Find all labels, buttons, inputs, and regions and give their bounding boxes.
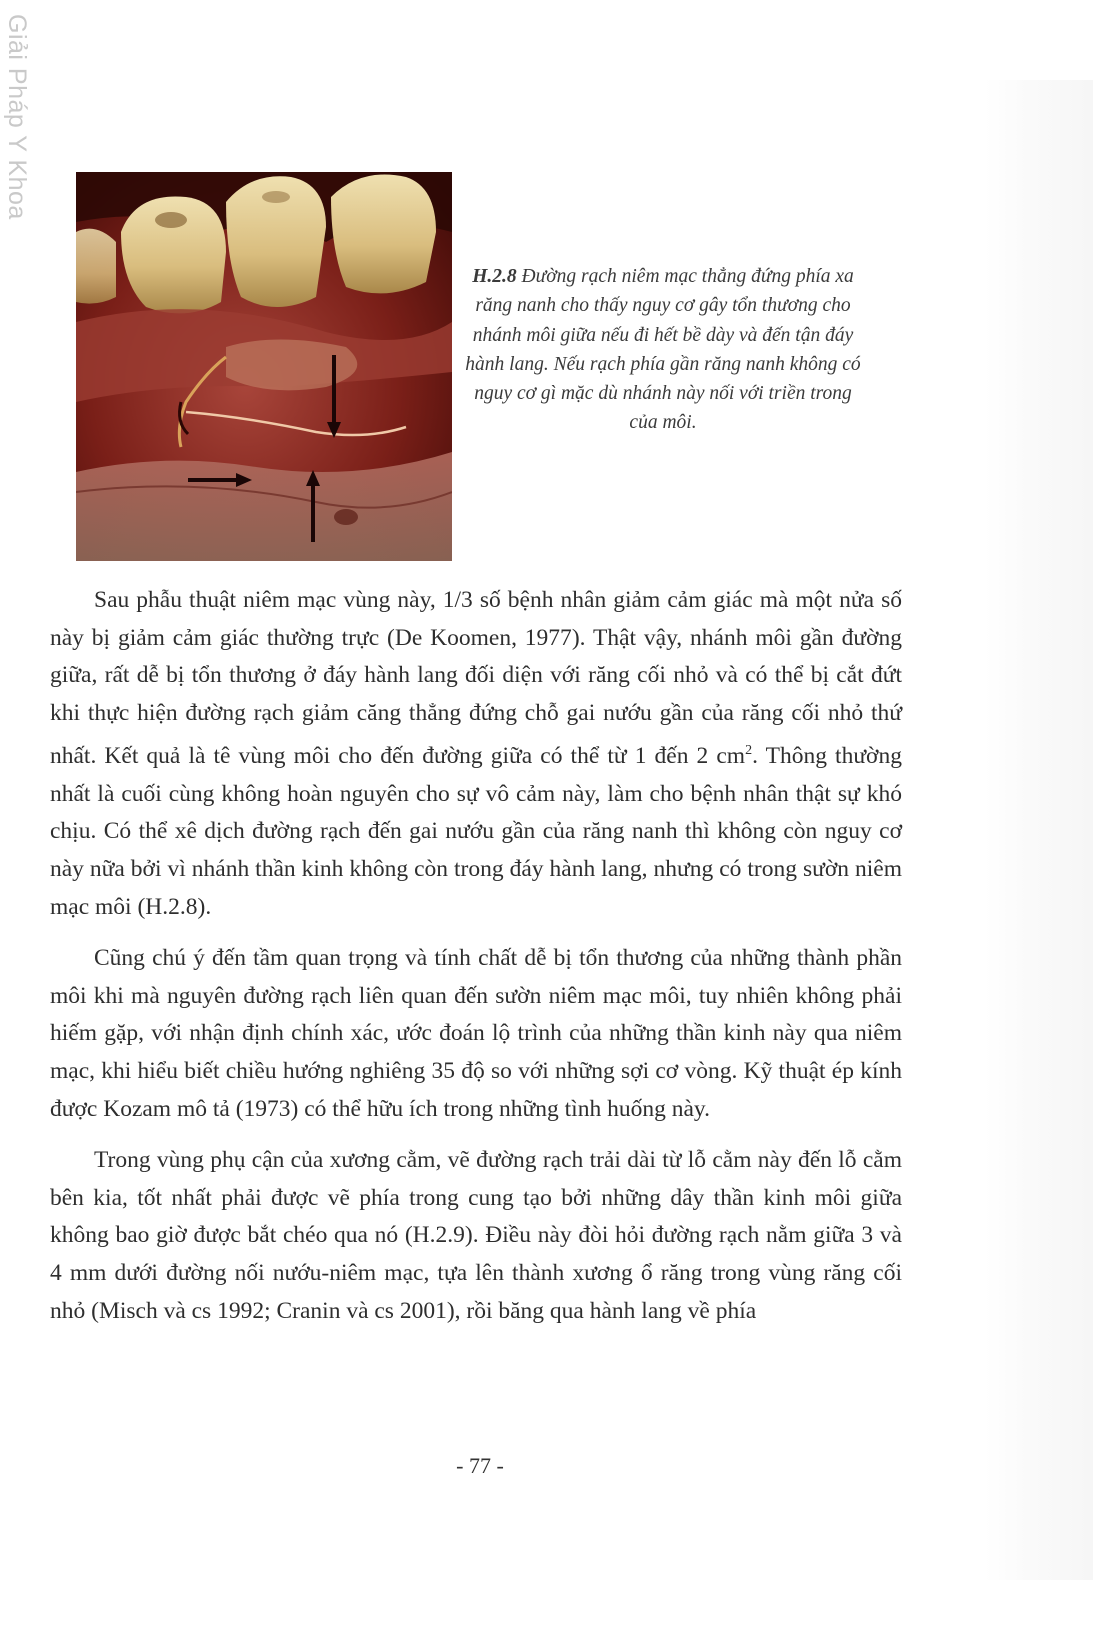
clinical-photo <box>76 172 452 561</box>
figure-caption-text: Đường rạch niêm mạc thẳng đứng phía xa răng nanh cho thấy nguy cơ gây tổn thương cho nhánh môi giữa nếu đi hết bề dày và đến tận đáy hành lang. Nếu rạch phía gần răng nanh không có nguy cơ gì mặc dù nhánh này nối với triền trong của môi. <box>465 266 861 434</box>
watermark: Giải Pháp Y Khoa <box>3 14 31 220</box>
teeth-incision-illustration <box>76 172 452 561</box>
paragraph-1-part-a: Sau phẫu thuật niêm mạc vùng này, 1/3 số bệnh nhân giảm cảm giác mà một nửa số này bị giảm cảm giác thường trực (De Koomen, 1977). Thật vậy, nhánh môi gần đường giữa, rất dễ bị tổn thương ở đáy hành lang đối diện với răng cối nhỏ và có thể bị cắt đứt khi thực hiện đường rạch giảm căng thẳng đứng chỗ gai nướu gần của răng cối nhỏ thứ nhất. Kết quả là tê vùng môi cho đến đường giữa có thể từ 1 đến 2 cm <box>50 587 902 770</box>
figure-caption <box>460 262 866 438</box>
paragraph-3: Trong vùng phụ cận của xương cằm, vẽ đường rạch trải dài từ lỗ cằm này đến lỗ cằm bên kia, tốt nhất phải được vẽ phía trong cung tạo bởi những dây thần kinh môi giữa không bao giờ được bắt chéo qua nó (H.2.9). Điều này đòi hỏi đường rạch nằm giữa 3 và 4 mm dưới đường nối nướu-niêm mạc, tựa lên thành xương ổ răng trong vùng răng cối nhỏ (Misch và cs 1992; Cranin và cs 2001), rồi băng qua hành lang về phía <box>50 1147 902 1324</box>
scan-shadow <box>985 80 1093 1580</box>
paragraph-1 <box>50 582 902 926</box>
page-number: - 77 - <box>456 1453 504 1478</box>
body-text <box>50 582 902 1344</box>
paragraph-1-part-b: . Thông thường nhất là cuối cùng không hoàn nguyên cho sự vô cảm này, làm cho bệnh nhân thật sự khó chịu. Có thể xê dịch đường rạch đến gai nướu gần của răng nanh thì không còn nguy cơ này nữa bởi vì nhánh thần kinh không còn trong đáy hành lang, nhưng có trong sườn niêm mạc môi (H.2.8). <box>50 743 902 920</box>
figure-label: H.2.8 <box>472 266 517 287</box>
superscript: 2 <box>745 743 753 759</box>
paragraph-2: Cũng chú ý đến tầm quan trọng và tính chất dễ bị tổn thương của những thành phần môi khi mà nguyên đường rạch liên quan đến sườn niêm mạc môi, tuy nhiên không phải hiếm gặp, với nhận định chính xác, ước đoán lộ trình của những thần kinh này qua niêm mạc, khi hiểu biết chiều hướng nghiêng 35 độ so với những sợi cơ vòng. Kỹ thuật ép kính được Kozam mô tả (1973) có thể hữu ích trong những tình huống này. <box>50 945 902 1122</box>
